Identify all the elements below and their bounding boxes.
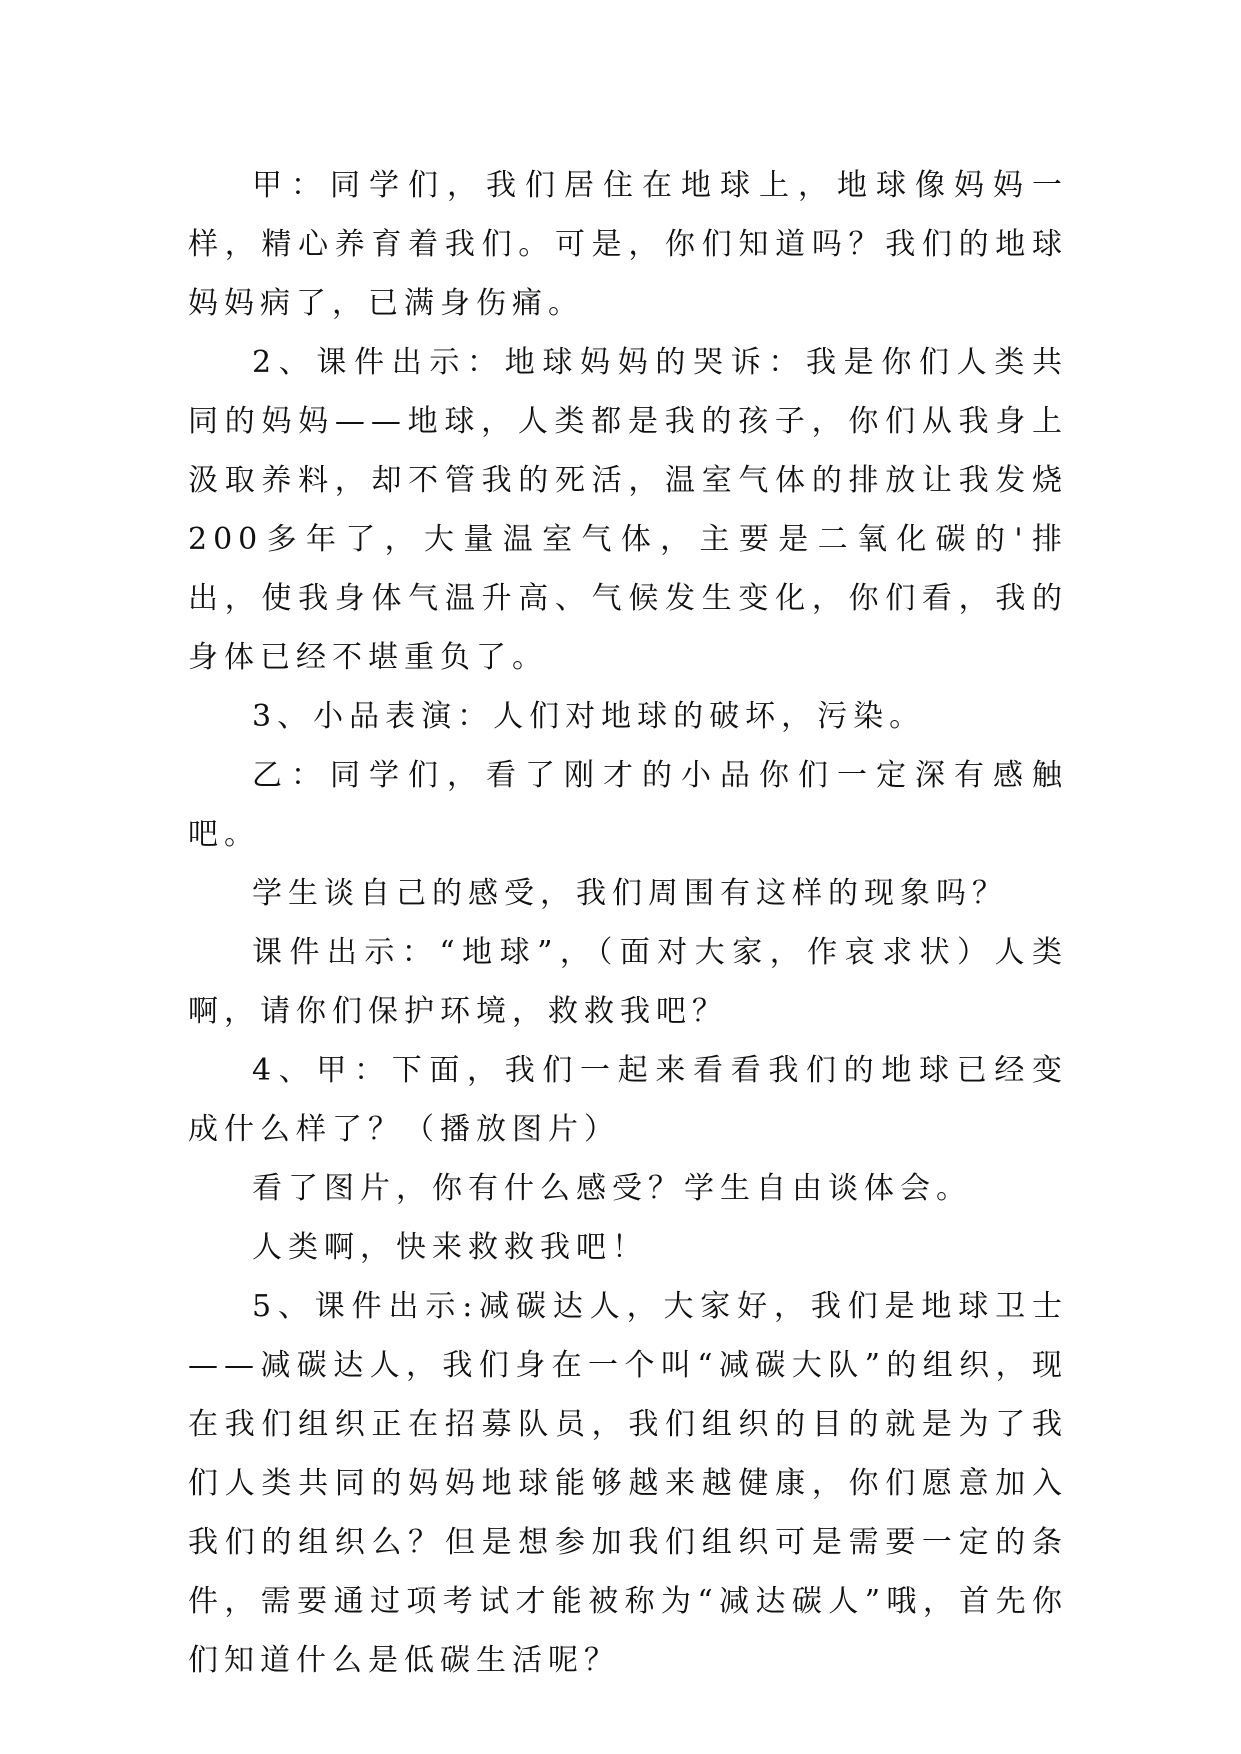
paragraph-2: 2、课件出示：地球妈妈的哭诉：我是你们人类共同的妈妈——地球，人类都是我的孩子，你们从我身上汲取养料，却不管我的死活，温室气体的排放让我发烧200多年了，大量温室气体，主要是二氧化碳的'排出，使我身体气温升高、气候发生变化，你们看，我的身体已经不堪重负了。 <box>188 345 1068 675</box>
paragraph-3: 3、小品表演：人们对地球的破坏，污染。 <box>252 699 926 734</box>
paragraph-1: 甲：同学们，我们居住在地球上，地球像妈妈一样，精心养育着我们。可是，你们知道吗？我们的地球妈妈病了，已满身伤痛。 <box>188 168 1068 321</box>
paragraph-5: 学生谈自己的感受，我们周围有这样的现象吗？ <box>252 876 1008 911</box>
paragraph-7: 4、甲：下面，我们一起来看看我们的地球已经变成什么样了？（播放图片） <box>188 1053 1068 1147</box>
paragraph-4: 乙：同学们，看了刚才的小品你们一定深有感触吧。 <box>188 758 1068 852</box>
paragraph-8: 看了图片，你有什么感受？学生自由谈体会。 <box>252 1171 972 1206</box>
document-body <box>188 156 1068 1690</box>
paragraph-6: 课件出示：“地球”，（面对大家，作哀求状）人类啊，请你们保护环境，救救我吧？ <box>188 935 1068 1029</box>
paragraph-9: 人类啊，快来救救我吧！ <box>252 1230 648 1265</box>
paragraph-10: 5、课件出示:减碳达人，大家好，我们是地球卫士——减碳达人，我们身在一个叫“减碳大队”的组织，现在我们组织正在招募队员，我们组织的目的就是为了我们人类共同的妈妈地球能够越来越健康，你们愿意加入我们的组织么？但是想参加我们组织可是需要一定的条件，需要通过项考试才能被称为“减达碳人”哦，首先你们知道什么是低碳生活呢？ <box>188 1289 1068 1678</box>
